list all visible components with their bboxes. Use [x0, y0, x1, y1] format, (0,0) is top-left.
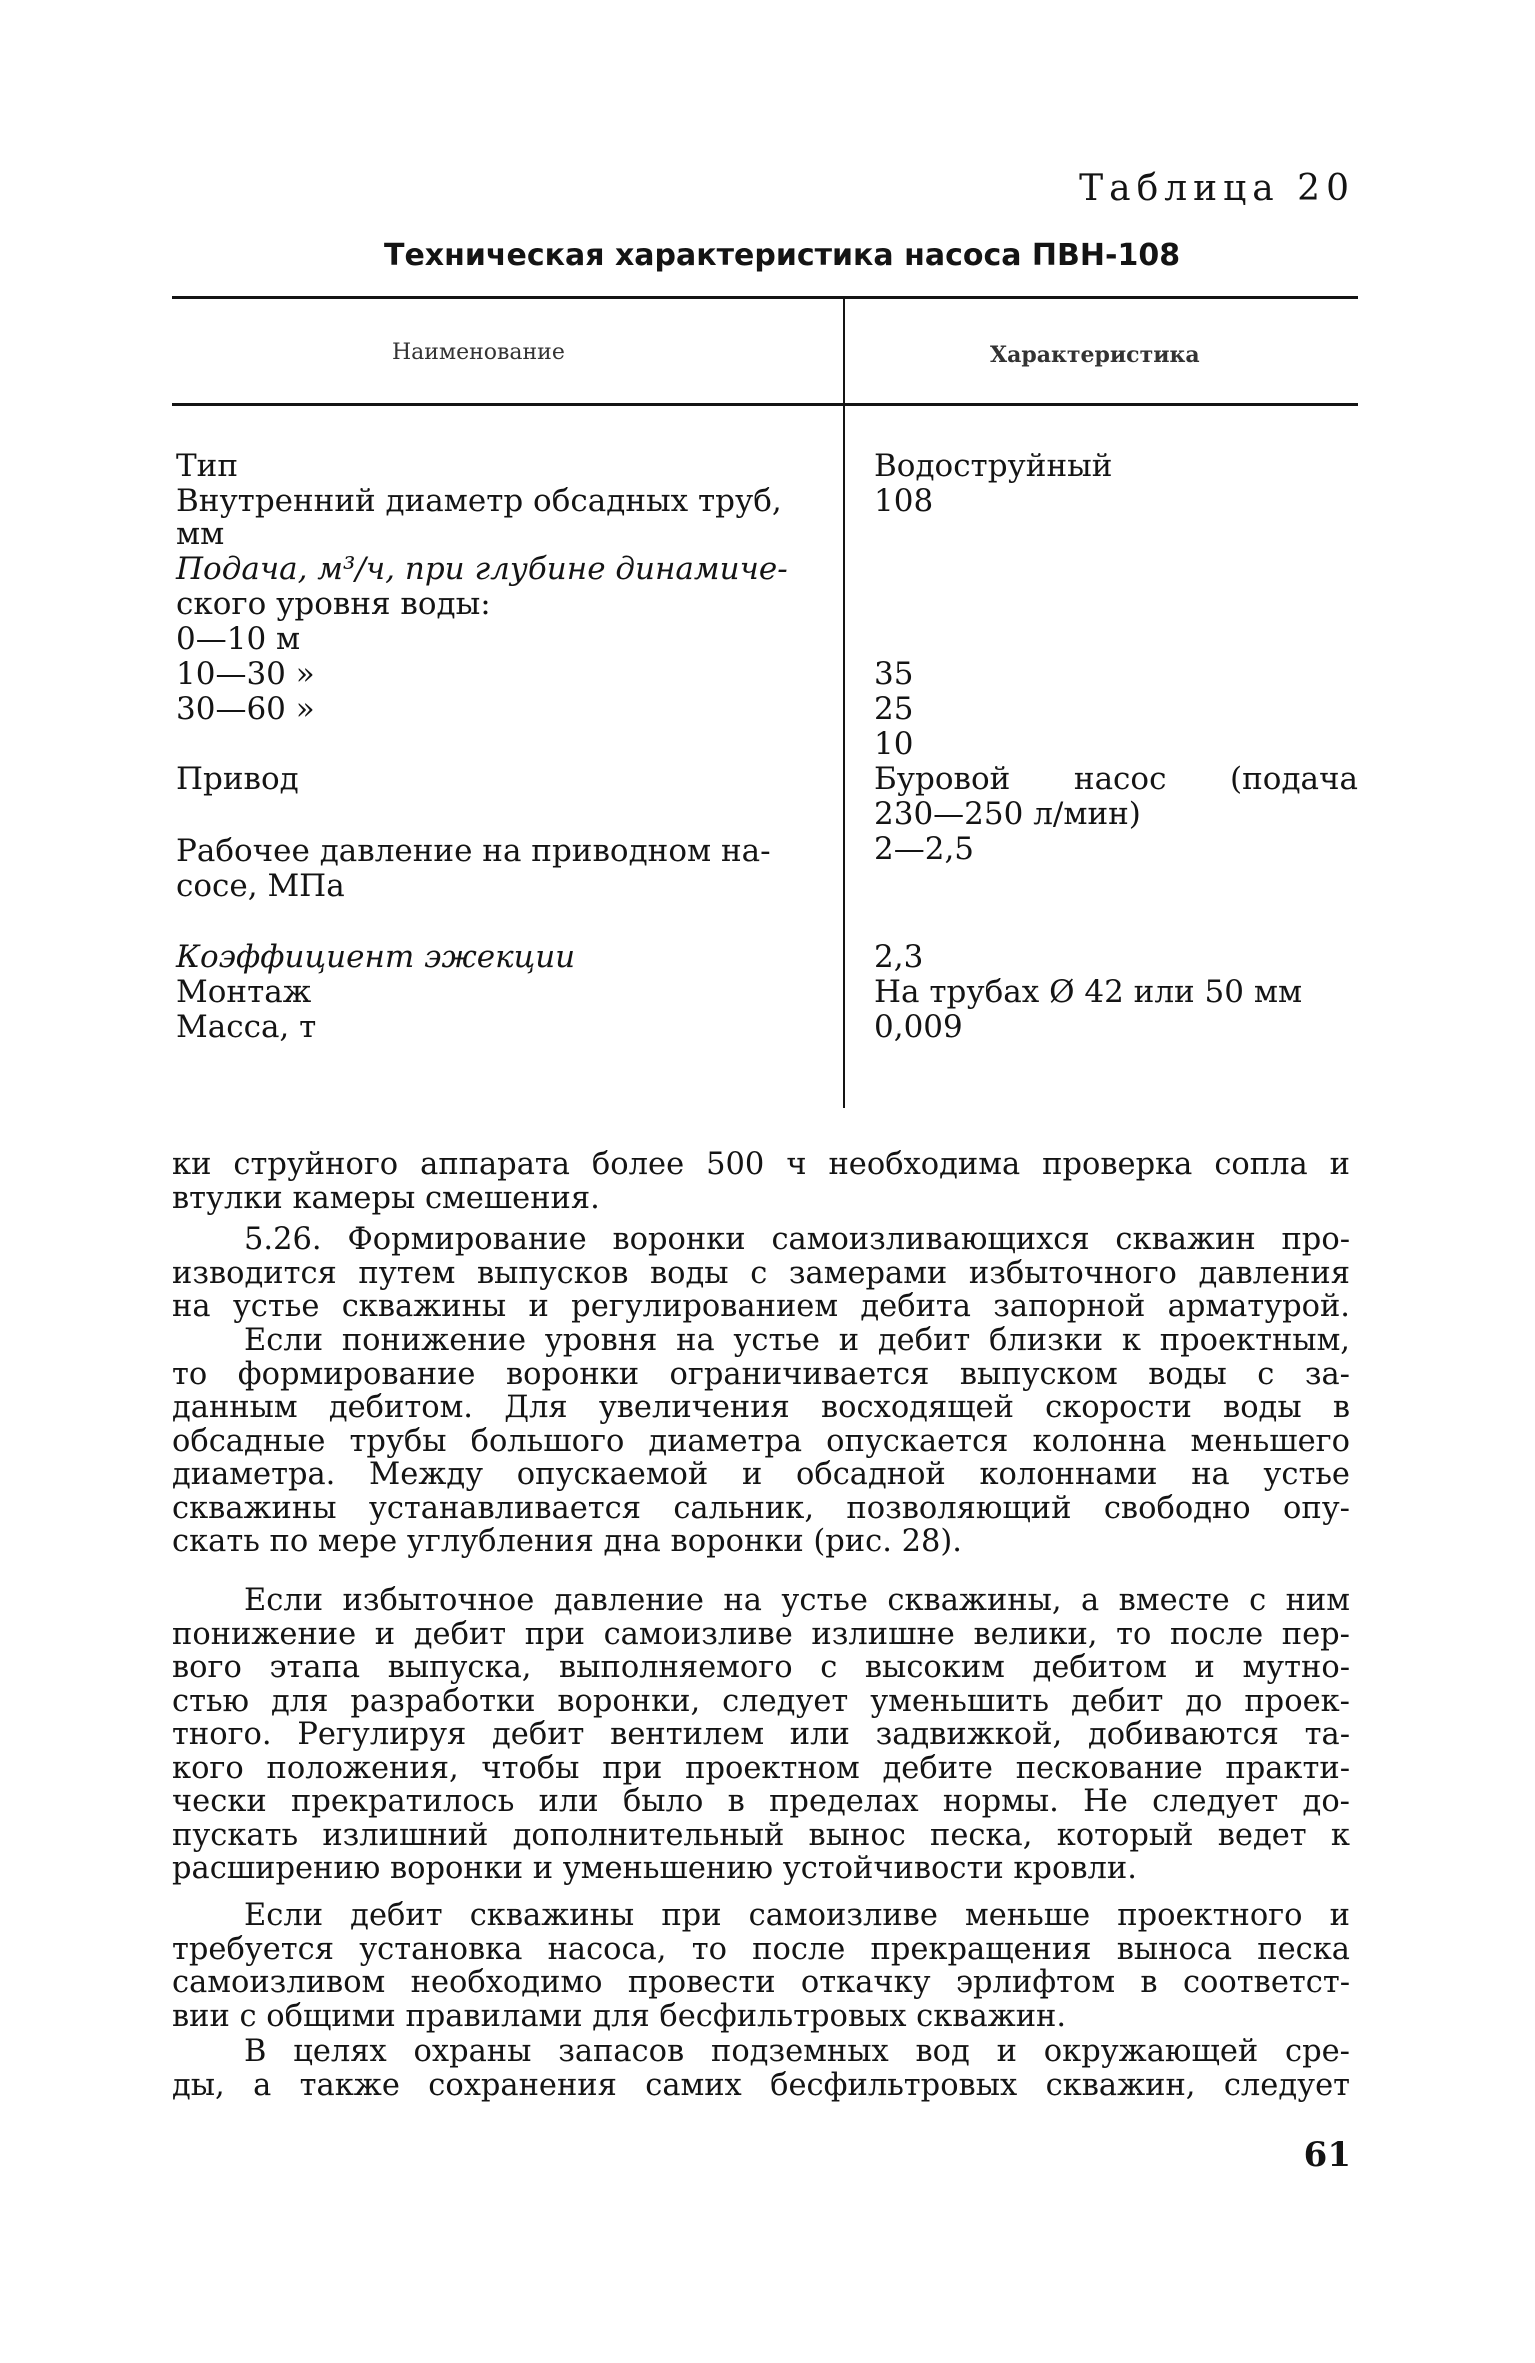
text-line: чески прекратилось или было в пределах нормы. Не следует до-: [172, 1784, 1350, 1819]
text-line: обсадные трубы большого диаметра опускается колонна меньшего: [172, 1423, 1350, 1459]
text-line: тного. Регулируя дебит вентилем или задвижкой, добиваются та-: [172, 1717, 1350, 1752]
row-value: 35: [874, 656, 914, 692]
paragraph-3: [172, 1324, 1350, 1559]
text-line: вии с общими правилами для бесфильтровых скважин.: [172, 1998, 1067, 2034]
paragraph-2: [172, 1223, 1350, 1324]
text-line: требуется установка насоса, то после прекращения выноса песка: [172, 1931, 1350, 1967]
row-value: 2—2,5: [874, 831, 975, 867]
table-caption: Таблица 20: [1079, 168, 1355, 209]
row-name: Внутренний диаметр обсадных труб,: [176, 483, 782, 519]
row-name: ского уровня воды:: [176, 586, 491, 622]
row-value: Водоструйный: [874, 448, 1113, 484]
table-title: Техническая характеристика насоса ПВН-108: [384, 238, 1181, 273]
row-name: Тип: [176, 448, 238, 484]
paragraph-4: [172, 1584, 1350, 1886]
text-line: Если дебит скважины при самоизливе меньше проектного и: [244, 1898, 1350, 1933]
row-name: Монтаж: [176, 974, 312, 1010]
row-name: Коэффициент эжекции: [176, 939, 576, 975]
column-header-value: Характеристика: [990, 342, 1200, 368]
row-value: 10: [874, 726, 914, 762]
row-name: Привод: [176, 761, 299, 797]
row-name: Рабочее давление на приводном на-: [176, 833, 771, 869]
text-line: то формирование воронки ограничивается выпуском воды с за-: [172, 1356, 1350, 1392]
text-line: кого положения, чтобы при проектном дебите пескование практи-: [172, 1750, 1350, 1786]
row-value: 2,3: [874, 939, 924, 975]
row-value: Буровой насос (подача: [874, 761, 1358, 797]
row-value: 230—250 л/мин): [874, 796, 1141, 832]
text-line: втулки камеры смешения.: [172, 1180, 600, 1216]
row-name: 10—30 »: [176, 656, 315, 692]
text-line: данным дебитом. Для увеличения восходящей скорости воды в: [172, 1390, 1350, 1425]
row-name: мм: [176, 516, 225, 552]
page-number: 61: [1303, 2135, 1351, 2175]
text-line: понижение и дебит при самоизливе излишне велики, то после пер-: [172, 1616, 1350, 1652]
row-value: На трубах Ø 42 или 50 мм: [874, 974, 1303, 1010]
paragraph-1: [172, 1148, 1350, 1215]
text-line: самоизливом необходимо провести откачку эрлифтом в соответст-: [172, 1965, 1350, 2000]
text-line: В целях охраны запасов подземных вод и окружающей сре-: [244, 2034, 1350, 2069]
row-name: 0—10 м: [176, 621, 301, 657]
row-name: сосе, МПа: [176, 868, 345, 904]
row-name: Подача, м³/ч, при глубине динамиче-: [176, 551, 788, 587]
row-name: Масса, т: [176, 1009, 317, 1045]
row-value: 0,009: [874, 1009, 963, 1045]
text-line: Если избыточное давление на устье скважины, а вместе с ним: [244, 1583, 1350, 1618]
row-value: 108: [874, 483, 934, 519]
text-line: ды, а также сохранения самих бесфильтровых скважин, следует: [172, 2067, 1350, 2103]
text-line: вого этапа выпуска, выполняемого с высоким дебитом и мутно-: [172, 1650, 1350, 1685]
row-value: 25: [874, 691, 914, 727]
text-line: пускать излишний дополнительный вынос песка, который ведет к: [172, 1817, 1350, 1853]
table-top-rule: [172, 296, 1358, 299]
table-column-divider: [843, 298, 845, 1108]
text-line: расширению воронки и уменьшению устойчивости кровли.: [172, 1851, 1137, 1886]
text-line: ки струйного аппарата более 500 ч необходима проверка сопла и: [172, 1147, 1350, 1182]
row-name: 30—60 »: [176, 691, 315, 727]
paragraph-5: [172, 1899, 1350, 2033]
text-line: скать по мере углубления дна воронки (рис. 28).: [172, 1524, 963, 1559]
text-line: изводится путем выпусков воды с замерами избыточного давления: [172, 1255, 1350, 1291]
text-line: скважины устанавливается сальник, позволяющий свободно опу-: [172, 1490, 1350, 1526]
table-header-rule: [172, 403, 1358, 406]
text-line: диаметра. Между опускаемой и обсадной колоннами на устье: [172, 1457, 1350, 1492]
text-line: 5.26. Формирование воронки самоизливающихся скважин про-: [244, 1222, 1350, 1257]
text-line: Если понижение уровня на устье и дебит близки к проектным,: [244, 1323, 1350, 1358]
paragraph-6: [172, 2035, 1350, 2102]
text-line: стью для разработки воронки, следует уменьшить дебит до проек-: [172, 1683, 1350, 1719]
text-line: на устье скважины и регулированием дебита запорной арматурой.: [172, 1289, 1350, 1324]
column-header-name: Наименование: [392, 340, 565, 365]
